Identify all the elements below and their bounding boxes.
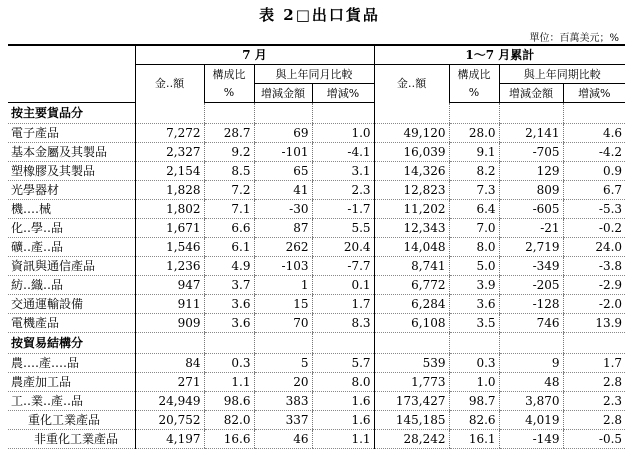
cell-value: 9.1	[449, 143, 499, 162]
row-label: 重化工業產品	[8, 411, 135, 430]
cell-value: 4,197	[135, 430, 204, 449]
row-label: 電機產品	[8, 314, 135, 333]
cell-value: 1,828	[135, 181, 204, 200]
table-row	[8, 257, 625, 276]
cell-value: 2.3	[563, 392, 625, 411]
cell-value: 383	[254, 392, 312, 411]
cell-value: 262	[254, 238, 312, 257]
cell-value: 7.2	[204, 181, 254, 200]
cell-value: 1.0	[449, 373, 499, 392]
cell-value: 16,039	[374, 143, 449, 162]
row-label: 交通運輸設備	[8, 295, 135, 314]
row-label: 工‥業‥產‥品	[8, 392, 135, 411]
header-corner	[8, 45, 135, 65]
cell-value: 65	[254, 162, 312, 181]
cell-value: 0.9	[563, 162, 625, 181]
cell-value: 2,154	[135, 162, 204, 181]
cell-value: 46	[254, 430, 312, 449]
header-chg-pct-ytd: 增減%	[563, 84, 625, 103]
section-header	[8, 103, 625, 124]
cell-value: 12,343	[374, 219, 449, 238]
table-row	[8, 276, 625, 295]
table-row	[8, 124, 625, 143]
cell-value: 3.5	[449, 314, 499, 333]
header-yoy-month: 與上年同月比較	[254, 65, 374, 84]
cell-value: 5.0	[449, 257, 499, 276]
page-title: 表 2□出口貨品	[259, 6, 380, 24]
table-row	[8, 314, 625, 333]
header-share-ytd: 構成比	[449, 65, 499, 84]
cell-value: 6,108	[374, 314, 449, 333]
cell-value: 129	[499, 162, 563, 181]
cell-value: 69	[254, 124, 312, 143]
cell-value: -5.3	[563, 200, 625, 219]
cell-value: 9	[499, 354, 563, 373]
cell-value: 3,870	[499, 392, 563, 411]
cell-value: -705	[499, 143, 563, 162]
cell-value: -103	[254, 257, 312, 276]
header-share-unit: %	[204, 84, 254, 103]
cell-value: 14,048	[374, 238, 449, 257]
row-label: 光學器材	[8, 181, 135, 200]
cell-value: 1.6	[312, 411, 374, 430]
cell-value: -349	[499, 257, 563, 276]
row-label: 基本金屬及其製品	[8, 143, 135, 162]
cell-value: 3.7	[204, 276, 254, 295]
header-share: 構成比	[204, 65, 254, 84]
header-ytd-group: 1～7 月累計	[374, 45, 625, 65]
cell-value: 0.3	[449, 354, 499, 373]
table-row	[8, 354, 625, 373]
cell-value: 6.1	[204, 238, 254, 257]
cell-value: 8.3	[312, 314, 374, 333]
row-label: 紡‥織‥品	[8, 276, 135, 295]
cell-value: -2.9	[563, 276, 625, 295]
table-row	[8, 181, 625, 200]
table-row	[8, 238, 625, 257]
row-label: 化‥學‥品	[8, 219, 135, 238]
cell-value: 8.5	[204, 162, 254, 181]
cell-value: -128	[499, 295, 563, 314]
cell-value: 0.3	[204, 354, 254, 373]
cell-value: -2.0	[563, 295, 625, 314]
cell-value: 87	[254, 219, 312, 238]
cell-value: 82.0	[204, 411, 254, 430]
cell-value: -4.2	[563, 143, 625, 162]
cell-value: 7.1	[204, 200, 254, 219]
cell-value: 2,327	[135, 143, 204, 162]
cell-value: 2.3	[312, 181, 374, 200]
cell-value: 145,185	[374, 411, 449, 430]
cell-value: 1.6	[312, 392, 374, 411]
cell-value: 1.0	[312, 124, 374, 143]
cell-value: 12,823	[374, 181, 449, 200]
cell-value: 14,326	[374, 162, 449, 181]
cell-value: 20	[254, 373, 312, 392]
cell-value: 3.9	[449, 276, 499, 295]
cell-value: -4.1	[312, 143, 374, 162]
cell-value: 98.6	[204, 392, 254, 411]
header-chg-amt-ytd: 增減金額	[499, 84, 563, 103]
cell-value: 9.2	[204, 143, 254, 162]
cell-value: 4.9	[204, 257, 254, 276]
table-row	[8, 392, 625, 411]
table-row	[8, 373, 625, 392]
cell-value: 8.0	[312, 373, 374, 392]
cell-value: 16.6	[204, 430, 254, 449]
row-label: 農產加工品	[8, 373, 135, 392]
cell-value: -0.5	[563, 430, 625, 449]
cell-value: 4.6	[563, 124, 625, 143]
cell-value: 48	[499, 373, 563, 392]
header-amount: 金‥額	[135, 65, 204, 103]
cell-value: 809	[499, 181, 563, 200]
cell-value: 5.5	[312, 219, 374, 238]
row-label: 機‥‥械	[8, 200, 135, 219]
cell-value: 6.6	[204, 219, 254, 238]
header-share-unit-ytd: %	[449, 84, 499, 103]
export-goods-table	[8, 44, 625, 449]
cell-value: 13.9	[563, 314, 625, 333]
cell-value: 1,802	[135, 200, 204, 219]
cell-value: 1,236	[135, 257, 204, 276]
cell-value: 173,427	[374, 392, 449, 411]
cell-value: 539	[374, 354, 449, 373]
cell-value: -205	[499, 276, 563, 295]
cell-value: 8,741	[374, 257, 449, 276]
cell-value: 8.0	[449, 238, 499, 257]
cell-value: 1,773	[374, 373, 449, 392]
table-row	[8, 295, 625, 314]
cell-value: 16.1	[449, 430, 499, 449]
cell-value: -101	[254, 143, 312, 162]
cell-value: -1.7	[312, 200, 374, 219]
cell-value: 70	[254, 314, 312, 333]
table-row	[8, 219, 625, 238]
cell-value: -605	[499, 200, 563, 219]
cell-value: 271	[135, 373, 204, 392]
cell-value: -7.7	[312, 257, 374, 276]
cell-value: 20,752	[135, 411, 204, 430]
cell-value: 6,772	[374, 276, 449, 295]
cell-value: 6.4	[449, 200, 499, 219]
table-row	[8, 430, 625, 449]
row-label: 礦‥產‥品	[8, 238, 135, 257]
cell-value: 5.7	[312, 354, 374, 373]
header-yoy-ytd: 與上年同期比較	[499, 65, 625, 84]
header-month-group: 7 月	[135, 45, 374, 65]
cell-value: 0.1	[312, 276, 374, 295]
cell-value: 1.7	[563, 354, 625, 373]
cell-value: 1,671	[135, 219, 204, 238]
cell-value: 337	[254, 411, 312, 430]
cell-value: 1	[254, 276, 312, 295]
section-header	[8, 333, 625, 354]
row-label: 非重化工業產品	[8, 430, 135, 449]
cell-value: 1,546	[135, 238, 204, 257]
cell-value: 7.0	[449, 219, 499, 238]
cell-value: 5	[254, 354, 312, 373]
cell-value: 1.7	[312, 295, 374, 314]
cell-value: 3.1	[312, 162, 374, 181]
cell-value: 41	[254, 181, 312, 200]
row-label: 農‥‥產‥‥品	[8, 354, 135, 373]
cell-value: 84	[135, 354, 204, 373]
cell-value: 2,719	[499, 238, 563, 257]
table-row	[8, 411, 625, 430]
cell-value: 746	[499, 314, 563, 333]
cell-value: 28.7	[204, 124, 254, 143]
unit-note: 單位：百萬美元；%	[529, 33, 619, 44]
cell-value: -3.8	[563, 257, 625, 276]
cell-value: 15	[254, 295, 312, 314]
cell-value: 8.2	[449, 162, 499, 181]
cell-value: 1.1	[312, 430, 374, 449]
cell-value: 2.8	[563, 373, 625, 392]
cell-value: -149	[499, 430, 563, 449]
section-title: 按主要貨品分	[8, 103, 135, 124]
cell-value: 28.0	[449, 124, 499, 143]
table-row	[8, 162, 625, 181]
cell-value: 20.4	[312, 238, 374, 257]
cell-value: 24.0	[563, 238, 625, 257]
header-chg-amt: 增減金額	[254, 84, 312, 103]
cell-value: 49,120	[374, 124, 449, 143]
row-label: 資訊與通信產品	[8, 257, 135, 276]
cell-value: 7,272	[135, 124, 204, 143]
row-label: 塑橡膠及其製品	[8, 162, 135, 181]
cell-value: 1.1	[204, 373, 254, 392]
cell-value: 6.7	[563, 181, 625, 200]
cell-value: 2.8	[563, 411, 625, 430]
cell-value: 3.6	[204, 314, 254, 333]
cell-value: 3.6	[204, 295, 254, 314]
cell-value: 24,949	[135, 392, 204, 411]
cell-value: 909	[135, 314, 204, 333]
cell-value: 98.7	[449, 392, 499, 411]
cell-value: 3.6	[449, 295, 499, 314]
cell-value: -30	[254, 200, 312, 219]
table-row	[8, 143, 625, 162]
cell-value: 11,202	[374, 200, 449, 219]
cell-value: 82.6	[449, 411, 499, 430]
cell-value: -0.2	[563, 219, 625, 238]
cell-value: 911	[135, 295, 204, 314]
header-amount-ytd: 金‥額	[374, 65, 449, 103]
cell-value: 2,141	[499, 124, 563, 143]
cell-value: 28,242	[374, 430, 449, 449]
row-label: 電子產品	[8, 124, 135, 143]
section-title: 按貿易結構分	[8, 333, 135, 354]
cell-value: 947	[135, 276, 204, 295]
cell-value: 6,284	[374, 295, 449, 314]
cell-value: 7.3	[449, 181, 499, 200]
cell-value: -21	[499, 219, 563, 238]
header-chg-pct: 增減%	[312, 84, 374, 103]
table-row	[8, 200, 625, 219]
cell-value: 4,019	[499, 411, 563, 430]
